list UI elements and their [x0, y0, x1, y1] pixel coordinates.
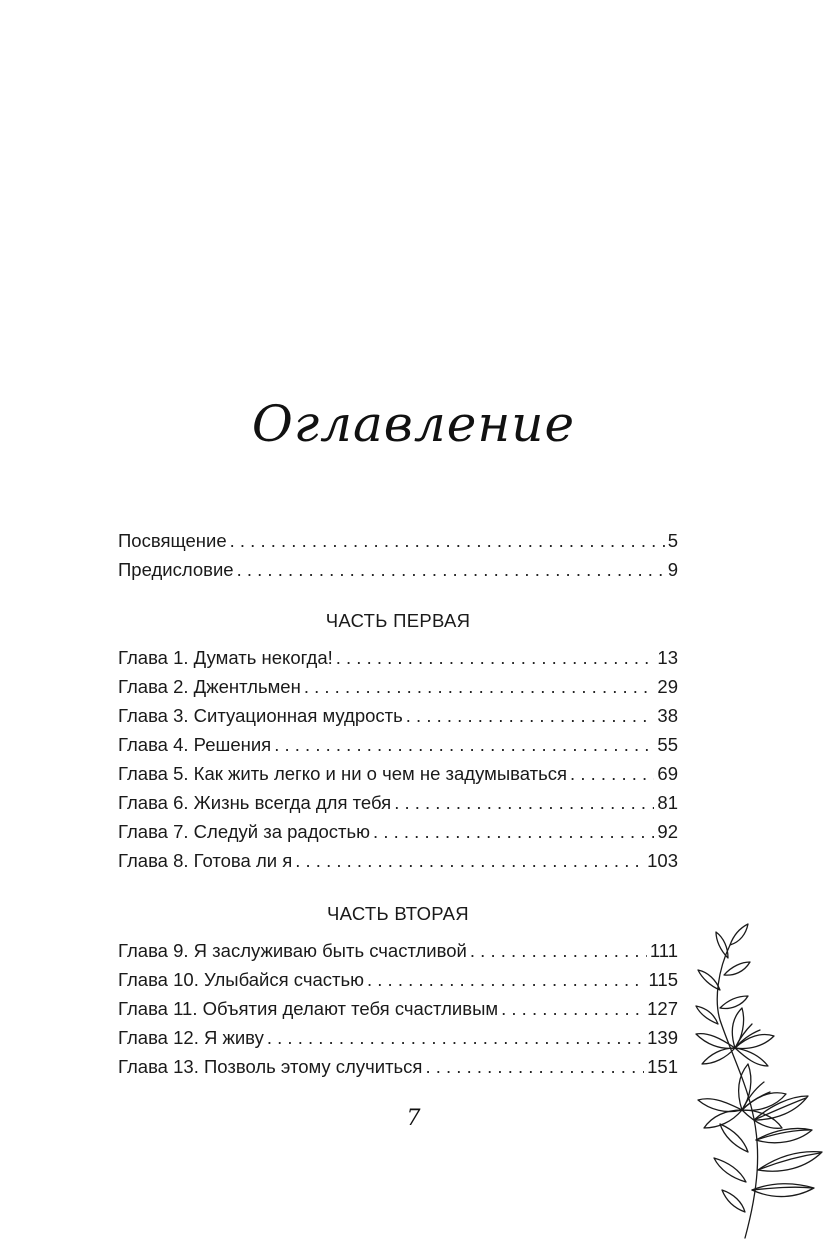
toc-entry-page: 55: [657, 734, 678, 755]
leader-dots: [274, 730, 654, 759]
leader-dots: [425, 1052, 644, 1081]
toc-entry-page: 5: [667, 530, 678, 551]
toc-entry-preface[interactable]: [118, 555, 678, 584]
toc-entry-label: Глава 4. Решения: [118, 734, 272, 755]
toc-entry-page: 111: [649, 940, 678, 961]
leader-dots: [501, 994, 644, 1023]
toc-entry-chapter-7[interactable]: [118, 817, 678, 846]
leader-dots: [373, 817, 654, 846]
leader-dots: [295, 846, 644, 875]
page-title: Оглавление: [251, 395, 576, 453]
leader-dots: [570, 759, 654, 788]
toc-entry-label: Глава 8. Готова ли я: [118, 850, 293, 871]
toc-entry-chapter-9[interactable]: [118, 936, 678, 965]
leader-dots: [394, 788, 654, 817]
toc-entry-page: 29: [657, 676, 678, 697]
toc-entry-chapter-2[interactable]: [118, 672, 678, 701]
toc-entry-chapter-12[interactable]: [118, 1023, 678, 1052]
toc-entry-page: 115: [648, 969, 678, 990]
toc-entry-page: 92: [657, 821, 678, 842]
leader-dots: [406, 701, 655, 730]
toc-entry-chapter-5[interactable]: [118, 759, 678, 788]
toc-entry-page: 127: [647, 998, 678, 1019]
toc-entry-page: 103: [647, 850, 678, 871]
leader-dots: [470, 936, 647, 965]
toc-entry-label: Глава 5. Как жить легко и ни о чем не задумываться: [118, 763, 568, 784]
toc-entry-chapter-6[interactable]: [118, 788, 678, 817]
toc-entry-label: Глава 7. Следуй за радостью: [118, 821, 371, 842]
toc-entry-page: 151: [647, 1056, 678, 1077]
toc-entry-page: 139: [647, 1027, 678, 1048]
toc-entry-chapter-1[interactable]: [118, 643, 678, 672]
leader-dots: [267, 1023, 644, 1052]
toc-entry-label: Глава 2. Джентльмен: [118, 676, 301, 697]
table-of-contents: [118, 526, 678, 1081]
floral-branch-icon: [690, 920, 827, 1240]
toc-entry-label: Глава 11. Объятия делают тебя счастливым: [118, 998, 499, 1019]
toc-entry-chapter-3[interactable]: [118, 701, 678, 730]
toc-entry-page: 69: [657, 763, 678, 784]
toc-entry-page: 38: [657, 705, 678, 726]
toc-entry-chapter-11[interactable]: [118, 994, 678, 1023]
page-number: 7: [406, 1106, 421, 1131]
toc-entry-chapter-10[interactable]: [118, 965, 678, 994]
toc-entry-page: 81: [657, 792, 678, 813]
toc-entry-chapter-8[interactable]: [118, 846, 678, 875]
toc-entry-label: Глава 6. Жизнь всегда для тебя: [118, 792, 392, 813]
leader-dots: [304, 672, 655, 701]
toc-entry-label: Глава 13. Позволь этому случиться: [118, 1056, 423, 1077]
toc-entry-label: Глава 10. Улыбайся счастью: [118, 969, 364, 990]
part-heading-1: ЧАСТЬ ПЕРВАЯ: [325, 610, 471, 631]
toc-entry-chapter-4[interactable]: [118, 730, 678, 759]
toc-entry-page: 13: [657, 647, 678, 668]
part-heading-2: ЧАСТЬ ВТОРАЯ: [327, 903, 469, 924]
toc-entry-dedication[interactable]: [118, 526, 678, 555]
toc-entry-label: Предисловие: [118, 559, 234, 580]
toc-entry-label: Глава 1. Думать некогда!: [118, 647, 333, 668]
toc-entry-label: Посвящение: [118, 530, 227, 551]
toc-entry-chapter-13[interactable]: [118, 1052, 678, 1081]
toc-entry-label: Глава 3. Ситуационная мудрость: [118, 705, 403, 726]
toc-entry-label: Глава 9. Я заслуживаю быть счастливой: [118, 940, 467, 961]
leader-dots: [230, 526, 665, 555]
leader-dots: [336, 643, 655, 672]
leader-dots: [237, 555, 665, 584]
leader-dots: [367, 965, 646, 994]
toc-entry-label: Глава 12. Я живу: [118, 1027, 264, 1048]
toc-entry-page: 9: [667, 559, 678, 580]
